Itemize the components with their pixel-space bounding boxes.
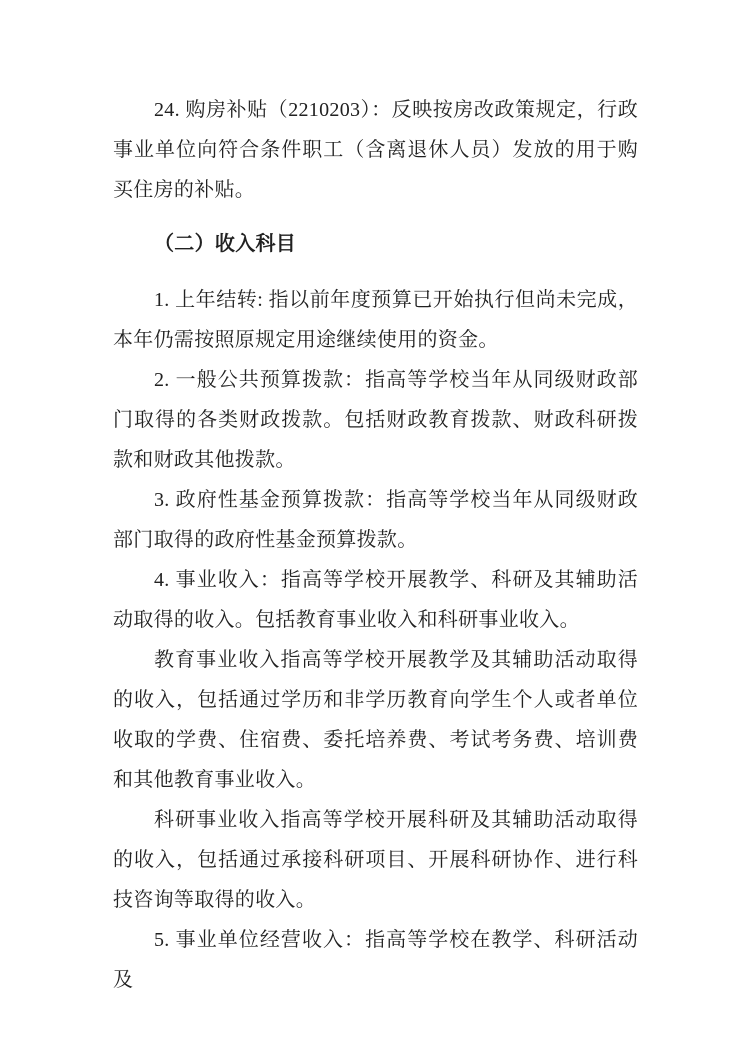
section-heading-income-subjects: （二）收入科目 <box>154 233 297 255</box>
body-paragraph: 4. 事业收入：指高等学校开展教学、科研及其辅助活动取得的收入。包括教育事业收入和科研事业收入。 <box>113 569 638 631</box>
body-paragraph: 3. 政府性基金预算拨款：指高等学校当年从同级财政部门取得的政府性基金预算拨款。 <box>113 489 638 551</box>
body-paragraph: 教育事业收入指高等学校开展教学及其辅助活动取得的收入，包括通过学历和非学历教育向学生个人或者单位收取的学费、住宿费、委托培养费、考试考务费、培训费和其他教育事业收入。 <box>113 649 638 791</box>
document-content <box>113 90 638 1000</box>
body-paragraph: 2. 一般公共预算拨款：指高等学校当年从同级财政部门取得的各类财政拨款。包括财政教育拨款、财政科研拨款和财政其他拨款。 <box>113 369 638 471</box>
body-paragraph: 24. 购房补贴（2210203）：反映按房改政策规定，行政事业单位向符合条件职工（含离退休人员）发放的用于购买住房的补贴。 <box>113 99 638 201</box>
body-paragraph: 1. 上年结转: 指以前年度预算已开始执行但尚未完成，本年仍需按照原规定用途继续使用的资金。 <box>113 289 638 351</box>
body-paragraph: 科研事业收入指高等学校开展科研及其辅助活动取得的收入，包括通过承接科研项目、开展科研协作、进行科技咨询等取得的收入。 <box>113 809 638 911</box>
body-paragraph: 5. 事业单位经营收入：指高等学校在教学、科研活动及 <box>113 929 638 991</box>
